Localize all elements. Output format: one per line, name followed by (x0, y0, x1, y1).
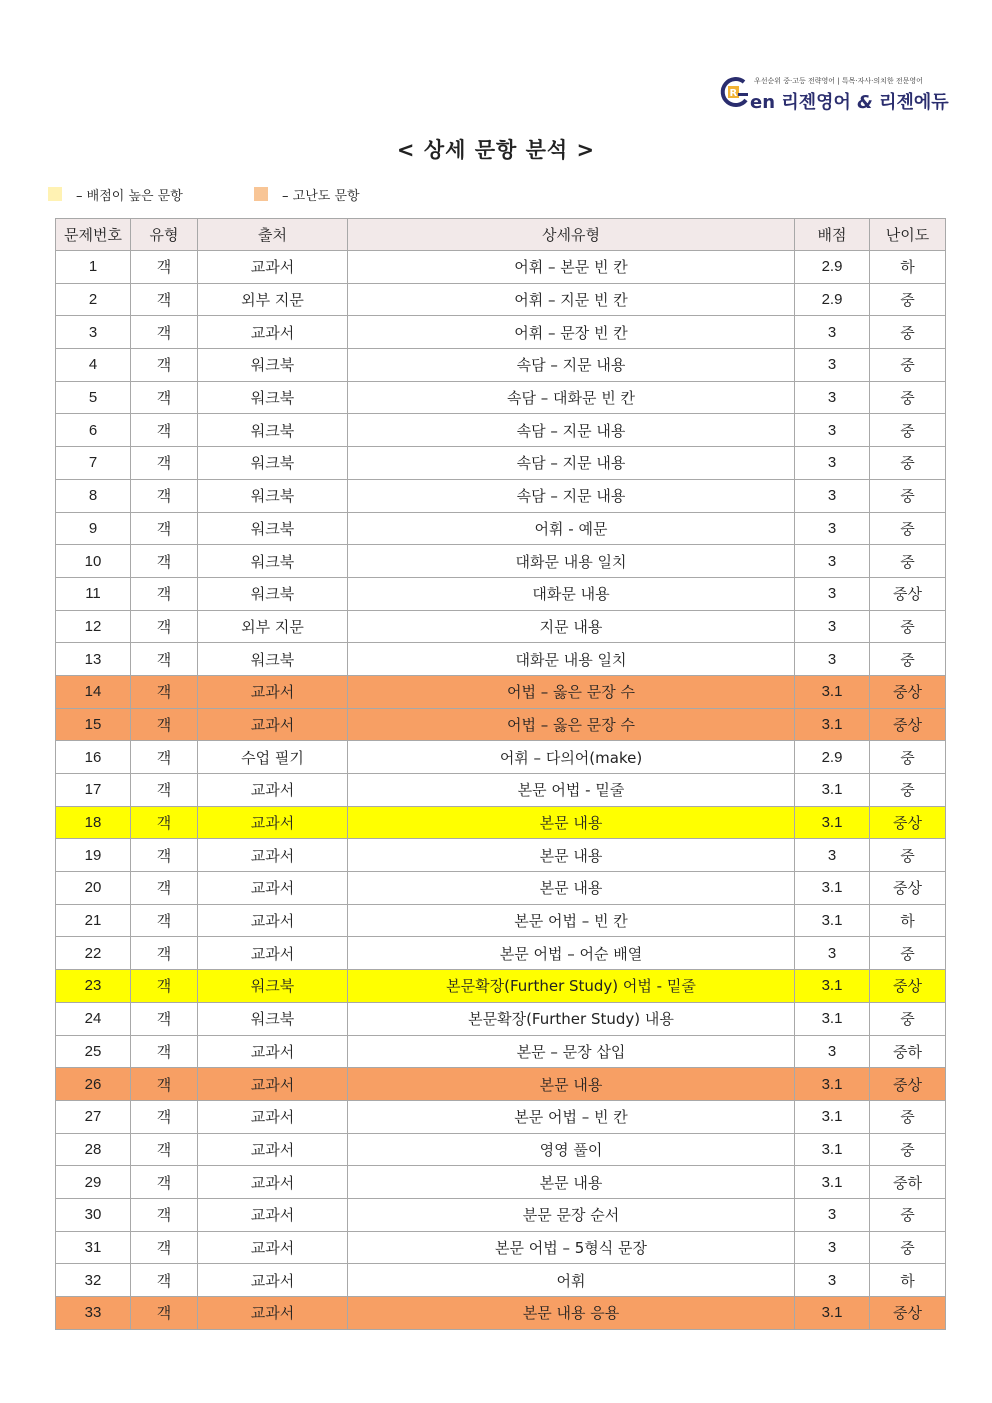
cell-source: 교과서 (198, 675, 348, 708)
brand-logo (720, 74, 949, 114)
cell-type: 객 (131, 806, 198, 839)
cell-score: 3.1 (795, 1297, 870, 1330)
cell-type: 객 (131, 1231, 198, 1264)
cell-level: 중상 (870, 675, 946, 708)
cell-number: 33 (56, 1297, 131, 1330)
cell-level: 중상 (870, 1068, 946, 1101)
logo-brand-en: en (750, 92, 776, 113)
cell-score: 3.1 (795, 970, 870, 1003)
cell-detail: 속담 – 지문 내용 (348, 414, 795, 447)
cell-number: 31 (56, 1231, 131, 1264)
cell-detail: 어휘 – 문장 빈 칸 (348, 316, 795, 349)
table-row (56, 479, 946, 512)
cell-number: 4 (56, 349, 131, 382)
cell-number: 20 (56, 872, 131, 905)
cell-number: 10 (56, 545, 131, 578)
cell-source: 교과서 (198, 251, 348, 284)
header-number: 문제번호 (56, 219, 131, 251)
cell-type: 객 (131, 904, 198, 937)
cell-level: 중 (870, 349, 946, 382)
cell-number: 8 (56, 479, 131, 512)
table-row (56, 1264, 946, 1297)
cell-detail: 속담 – 지문 내용 (348, 349, 795, 382)
regen-logo-mark-icon (720, 76, 750, 110)
cell-source: 교과서 (198, 1231, 348, 1264)
cell-number: 32 (56, 1264, 131, 1297)
cell-type: 객 (131, 1035, 198, 1068)
cell-detail: 어휘 – 다의어(make) (348, 741, 795, 774)
cell-score: 3 (795, 414, 870, 447)
cell-level: 중 (870, 643, 946, 676)
table-header-row (56, 219, 946, 251)
cell-score: 3 (795, 349, 870, 382)
logo-amp: & (857, 92, 873, 113)
cell-detail: 본문 어법 – 5형식 문장 (348, 1231, 795, 1264)
legend-label-hard: – 고난도 문항 (282, 188, 360, 204)
cell-level: 중상 (870, 1297, 946, 1330)
cell-score: 3.1 (795, 1133, 870, 1166)
cell-type: 객 (131, 1264, 198, 1297)
cell-score: 3.1 (795, 806, 870, 839)
table-row (56, 872, 946, 905)
cell-type: 객 (131, 643, 198, 676)
cell-source: 워크북 (198, 447, 348, 480)
table-row (56, 1198, 946, 1231)
cell-number: 11 (56, 577, 131, 610)
cell-source: 교과서 (198, 708, 348, 741)
cell-number: 13 (56, 643, 131, 676)
table-row (56, 1133, 946, 1166)
cell-source: 워크북 (198, 1002, 348, 1035)
cell-detail: 영영 풀이 (348, 1133, 795, 1166)
cell-level: 중상 (870, 970, 946, 1003)
cell-type: 객 (131, 1198, 198, 1231)
cell-type: 객 (131, 839, 198, 872)
cell-type: 객 (131, 970, 198, 1003)
cell-score: 3.1 (795, 774, 870, 807)
cell-number: 7 (56, 447, 131, 480)
cell-score: 3.1 (795, 708, 870, 741)
table-row (56, 741, 946, 774)
cell-source: 워크북 (198, 381, 348, 414)
cell-source: 교과서 (198, 1198, 348, 1231)
table-row (56, 545, 946, 578)
question-analysis-table (55, 218, 946, 1330)
cell-score: 3 (795, 512, 870, 545)
cell-level: 중 (870, 381, 946, 414)
cell-number: 24 (56, 1002, 131, 1035)
cell-score: 3 (795, 937, 870, 970)
cell-detail: 어법 – 옳은 문장 수 (348, 675, 795, 708)
cell-detail: 본문 어법 - 밑줄 (348, 774, 795, 807)
cell-source: 교과서 (198, 1035, 348, 1068)
cell-score: 3 (795, 610, 870, 643)
cell-number: 19 (56, 839, 131, 872)
cell-type: 객 (131, 1133, 198, 1166)
cell-number: 16 (56, 741, 131, 774)
table-row (56, 1035, 946, 1068)
cell-type: 객 (131, 283, 198, 316)
cell-number: 9 (56, 512, 131, 545)
cell-number: 29 (56, 1166, 131, 1199)
cell-level: 중 (870, 1231, 946, 1264)
table-row (56, 1002, 946, 1035)
header-level: 난이도 (870, 219, 946, 251)
cell-detail: 속담 – 지문 내용 (348, 447, 795, 480)
cell-number: 21 (56, 904, 131, 937)
logo-brand (750, 88, 949, 114)
cell-level: 중 (870, 512, 946, 545)
cell-source: 교과서 (198, 1100, 348, 1133)
cell-source: 워크북 (198, 643, 348, 676)
cell-score: 3 (795, 316, 870, 349)
cell-detail: 어휘 - 예문 (348, 512, 795, 545)
cell-detail: 본문 내용 (348, 872, 795, 905)
cell-type: 객 (131, 1166, 198, 1199)
cell-detail: 대화문 내용 일치 (348, 643, 795, 676)
cell-level: 중 (870, 1133, 946, 1166)
cell-level: 중 (870, 741, 946, 774)
cell-detail: 본문 어법 – 빈 칸 (348, 1100, 795, 1133)
cell-level: 중 (870, 1002, 946, 1035)
cell-number: 14 (56, 675, 131, 708)
cell-number: 26 (56, 1068, 131, 1101)
cell-score: 2.9 (795, 741, 870, 774)
cell-detail: 대화문 내용 일치 (348, 545, 795, 578)
cell-level: 중하 (870, 1035, 946, 1068)
cell-detail: 어휘 – 지문 빈 칸 (348, 283, 795, 316)
cell-detail: 본문 내용 (348, 1166, 795, 1199)
cell-type: 객 (131, 577, 198, 610)
cell-level: 중 (870, 937, 946, 970)
cell-level: 중 (870, 316, 946, 349)
cell-score: 3.1 (795, 675, 870, 708)
cell-type: 객 (131, 414, 198, 447)
cell-source: 외부 지문 (198, 283, 348, 316)
cell-source: 워크북 (198, 970, 348, 1003)
table-row (56, 577, 946, 610)
cell-source: 교과서 (198, 774, 348, 807)
cell-source: 외부 지문 (198, 610, 348, 643)
cell-detail: 본문 내용 (348, 806, 795, 839)
cell-score: 3 (795, 1198, 870, 1231)
legend-label-high-score: – 배점이 높은 문항 (76, 188, 183, 204)
cell-type: 객 (131, 316, 198, 349)
cell-type: 객 (131, 381, 198, 414)
logo-tagline: 우선순위 중·고등 전략영어 | 특목·자사·의치한 전문영어 (754, 77, 923, 85)
cell-type: 객 (131, 1297, 198, 1330)
cell-type: 객 (131, 1068, 198, 1101)
cell-source: 워크북 (198, 512, 348, 545)
cell-level: 중하 (870, 1166, 946, 1199)
cell-type: 객 (131, 1100, 198, 1133)
cell-detail: 어법 – 옳은 문장 수 (348, 708, 795, 741)
cell-score: 2.9 (795, 251, 870, 284)
table-row (56, 1166, 946, 1199)
cell-type: 객 (131, 872, 198, 905)
cell-score: 3.1 (795, 872, 870, 905)
cell-source: 교과서 (198, 316, 348, 349)
header-score: 배점 (795, 219, 870, 251)
cell-source: 워크북 (198, 414, 348, 447)
table-row (56, 643, 946, 676)
cell-number: 1 (56, 251, 131, 284)
cell-source: 교과서 (198, 937, 348, 970)
cell-type: 객 (131, 741, 198, 774)
header-detail: 상세유형 (348, 219, 795, 251)
cell-source: 워크북 (198, 349, 348, 382)
cell-number: 6 (56, 414, 131, 447)
legend-swatch-high-score (48, 187, 62, 201)
cell-number: 23 (56, 970, 131, 1003)
cell-number: 2 (56, 283, 131, 316)
cell-level: 중 (870, 839, 946, 872)
table-row (56, 1068, 946, 1101)
header-type: 유형 (131, 219, 198, 251)
cell-number: 27 (56, 1100, 131, 1133)
cell-score: 3.1 (795, 904, 870, 937)
cell-score: 3 (795, 1231, 870, 1264)
cell-detail: 지문 내용 (348, 610, 795, 643)
cell-level: 중상 (870, 872, 946, 905)
table-row (56, 937, 946, 970)
table-row (56, 512, 946, 545)
table-row (56, 381, 946, 414)
table-row (56, 1100, 946, 1133)
cell-type: 객 (131, 610, 198, 643)
cell-detail: 분문 문장 순서 (348, 1198, 795, 1231)
logo-brand-ko2: 리젠에듀 (879, 92, 949, 113)
table-body (56, 251, 946, 1330)
cell-source: 교과서 (198, 806, 348, 839)
table-row (56, 349, 946, 382)
table-row (56, 970, 946, 1003)
table-row (56, 675, 946, 708)
cell-detail: 대화문 내용 (348, 577, 795, 610)
cell-score: 2.9 (795, 283, 870, 316)
cell-number: 3 (56, 316, 131, 349)
cell-type: 객 (131, 251, 198, 284)
cell-level: 중 (870, 447, 946, 480)
cell-level: 중상 (870, 577, 946, 610)
cell-type: 객 (131, 1002, 198, 1035)
cell-type: 객 (131, 349, 198, 382)
cell-type: 객 (131, 447, 198, 480)
table-row (56, 251, 946, 284)
cell-level: 중 (870, 414, 946, 447)
table-row (56, 839, 946, 872)
table-row (56, 447, 946, 480)
cell-score: 3 (795, 479, 870, 512)
logo-brand-ko1: 리젠영어 (781, 92, 851, 113)
svg-text:R: R (729, 88, 738, 99)
cell-source: 교과서 (198, 1297, 348, 1330)
cell-level: 중 (870, 479, 946, 512)
cell-score: 3 (795, 839, 870, 872)
cell-source: 수업 필기 (198, 741, 348, 774)
cell-type: 객 (131, 545, 198, 578)
cell-detail: 속담 – 지문 내용 (348, 479, 795, 512)
cell-score: 3 (795, 1035, 870, 1068)
cell-number: 5 (56, 381, 131, 414)
cell-detail: 본문 내용 (348, 1068, 795, 1101)
cell-number: 30 (56, 1198, 131, 1231)
cell-score: 3.1 (795, 1002, 870, 1035)
page-title: < 상세 문항 분석 > (396, 138, 596, 162)
cell-level: 중 (870, 1198, 946, 1231)
cell-detail: 어휘 (348, 1264, 795, 1297)
cell-level: 중 (870, 1100, 946, 1133)
cell-source: 워크북 (198, 545, 348, 578)
cell-score: 3 (795, 381, 870, 414)
table-row (56, 774, 946, 807)
legend-hard (254, 185, 360, 203)
cell-level: 중상 (870, 708, 946, 741)
legend-high-score (48, 185, 183, 203)
cell-detail: 본문 내용 응용 (348, 1297, 795, 1330)
cell-type: 객 (131, 512, 198, 545)
cell-source: 워크북 (198, 577, 348, 610)
table-row (56, 1231, 946, 1264)
cell-type: 객 (131, 675, 198, 708)
cell-detail: 본문 내용 (348, 839, 795, 872)
table-row (56, 806, 946, 839)
cell-type: 객 (131, 937, 198, 970)
cell-level: 중 (870, 774, 946, 807)
cell-score: 3.1 (795, 1100, 870, 1133)
cell-type: 객 (131, 479, 198, 512)
cell-detail: 본문확장(Further Study) 어법 - 밑줄 (348, 970, 795, 1003)
table-row (56, 283, 946, 316)
cell-level: 중 (870, 610, 946, 643)
cell-score: 3 (795, 1264, 870, 1297)
cell-type: 객 (131, 708, 198, 741)
cell-detail: 본문 어법 – 어순 배열 (348, 937, 795, 970)
cell-number: 12 (56, 610, 131, 643)
legend-swatch-hard (254, 187, 268, 201)
cell-number: 17 (56, 774, 131, 807)
cell-level: 중상 (870, 806, 946, 839)
cell-level: 중 (870, 283, 946, 316)
cell-source: 워크북 (198, 479, 348, 512)
table-row (56, 316, 946, 349)
cell-source: 교과서 (198, 1133, 348, 1166)
cell-number: 15 (56, 708, 131, 741)
cell-source: 교과서 (198, 839, 348, 872)
cell-level: 하 (870, 1264, 946, 1297)
cell-source: 교과서 (198, 872, 348, 905)
table-row (56, 1297, 946, 1330)
cell-type: 객 (131, 774, 198, 807)
cell-level: 하 (870, 904, 946, 937)
cell-detail: 본문 – 문장 삽입 (348, 1035, 795, 1068)
cell-level: 중 (870, 545, 946, 578)
cell-source: 교과서 (198, 1166, 348, 1199)
cell-score: 3 (795, 545, 870, 578)
table-row (56, 708, 946, 741)
cell-source: 교과서 (198, 1068, 348, 1101)
table-row (56, 414, 946, 447)
cell-score: 3 (795, 447, 870, 480)
header-source: 출처 (198, 219, 348, 251)
cell-detail: 본문 어법 – 빈 칸 (348, 904, 795, 937)
cell-number: 25 (56, 1035, 131, 1068)
cell-level: 하 (870, 251, 946, 284)
cell-score: 3.1 (795, 1068, 870, 1101)
cell-detail: 속담 – 대화문 빈 칸 (348, 381, 795, 414)
cell-detail: 어휘 – 본문 빈 칸 (348, 251, 795, 284)
cell-detail: 본문확장(Further Study) 내용 (348, 1002, 795, 1035)
cell-source: 교과서 (198, 1264, 348, 1297)
cell-score: 3 (795, 643, 870, 676)
cell-score: 3.1 (795, 1166, 870, 1199)
cell-number: 22 (56, 937, 131, 970)
table-row (56, 610, 946, 643)
cell-number: 18 (56, 806, 131, 839)
cell-number: 28 (56, 1133, 131, 1166)
cell-source: 교과서 (198, 904, 348, 937)
table-row (56, 904, 946, 937)
cell-score: 3 (795, 577, 870, 610)
